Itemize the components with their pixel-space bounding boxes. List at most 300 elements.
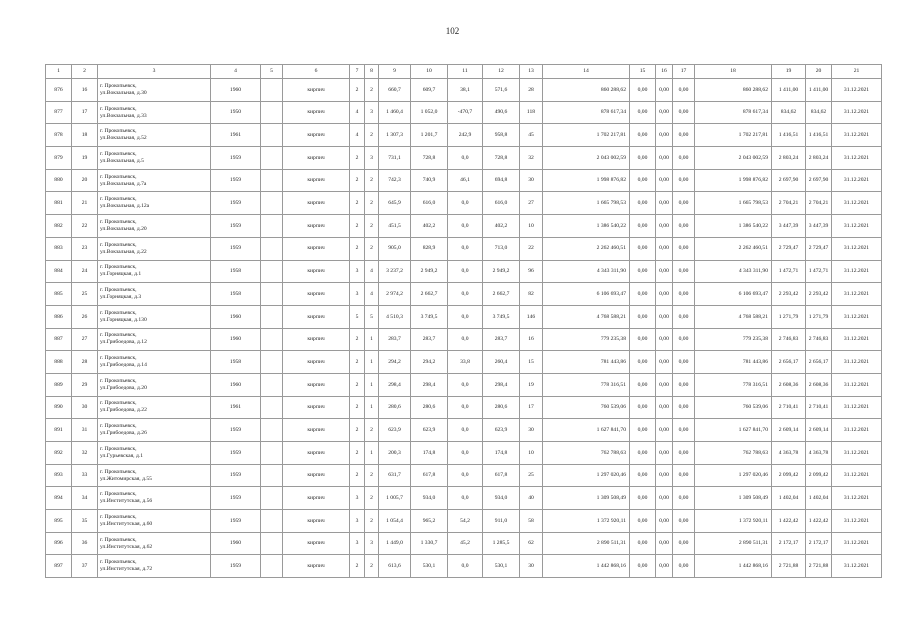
table-cell-c18: 1 372 920,11 — [695, 510, 772, 533]
table-cell-c9: 294,2 — [379, 351, 411, 374]
column-header: 4 — [211, 65, 261, 79]
table-cell-c14: 781 443,86 — [543, 351, 630, 374]
page-number: 102 — [445, 26, 460, 36]
table-cell-c11: 242,9 — [448, 124, 483, 147]
address-cell — [98, 351, 211, 374]
table-cell-c5 — [261, 555, 283, 578]
table-cell-c13: 58 — [520, 510, 543, 533]
table-cell-c11: 0,0 — [448, 283, 483, 306]
table-cell-c19: 2 729,47 — [772, 237, 806, 260]
table-cell-c5 — [261, 419, 283, 442]
address-city: г. Прокопьевск, — [100, 332, 137, 339]
table-cell-c15: 0,00 — [630, 464, 656, 487]
table-cell-c10: 2 949,2 — [411, 260, 448, 283]
table-cell-c4: 1959 — [211, 169, 261, 192]
table-cell-c20: 1 416,51 — [806, 124, 832, 147]
table-cell-c6: кирпич — [283, 237, 350, 260]
table-cell-c17: 0,00 — [673, 124, 695, 147]
table-cell-c2: 23 — [72, 237, 98, 260]
table-cell-c18: 1 386 540,22 — [695, 215, 772, 238]
table-cell-c13: 30 — [520, 555, 543, 578]
table-cell-c15: 0,00 — [630, 351, 656, 374]
table-cell-c1: 890 — [46, 396, 72, 419]
table-cell-c21: 31.12.2021 — [832, 79, 882, 102]
table-cell-c14: 878 617,34 — [543, 101, 630, 124]
table-cell-c14: 1 627 841,70 — [543, 419, 630, 442]
table-cell-c20: 2 721,88 — [806, 555, 832, 578]
address-street: ул.Грибоедова, д.12 — [100, 339, 147, 346]
column-header: 19 — [772, 65, 806, 79]
table-cell-c5 — [261, 328, 283, 351]
table-cell-c1: 893 — [46, 464, 72, 487]
table-cell-c21: 31.12.2021 — [832, 396, 882, 419]
table-row — [46, 442, 882, 465]
table-cell-c9: 742,3 — [379, 169, 411, 192]
address-cell — [98, 510, 211, 533]
table-cell-c7: 3 — [350, 487, 365, 510]
table-cell-c19: 4 363,78 — [772, 442, 806, 465]
table-cell-c16: 0,00 — [656, 555, 673, 578]
table-cell-c15: 0,00 — [630, 169, 656, 192]
table-cell-c15: 0,00 — [630, 79, 656, 102]
table-cell-c7: 2 — [350, 79, 365, 102]
table-cell-c7: 2 — [350, 237, 365, 260]
table-cell-c21: 31.12.2021 — [832, 237, 882, 260]
table-row — [46, 169, 882, 192]
table-cell-c4: 1958 — [211, 283, 261, 306]
table-cell-c5 — [261, 169, 283, 192]
table-cell-c7: 3 — [350, 532, 365, 555]
table-cell-c15: 0,00 — [630, 328, 656, 351]
table-cell-c13: 45 — [520, 124, 543, 147]
table-cell-c16: 0,00 — [656, 283, 673, 306]
table-cell-c20: 2 099,42 — [806, 464, 832, 487]
table-cell-c21: 31.12.2021 — [832, 442, 882, 465]
table-cell-c17: 0,00 — [673, 419, 695, 442]
table-cell-c10: 1 330,7 — [411, 532, 448, 555]
table-cell-c19: 834,62 — [772, 101, 806, 124]
table-cell-c14: 1 702 217,81 — [543, 124, 630, 147]
table-cell-c20: 2 697,90 — [806, 169, 832, 192]
table-row — [46, 396, 882, 419]
address-cell — [98, 237, 211, 260]
table-cell-c15: 0,00 — [630, 555, 656, 578]
table-cell-c21: 31.12.2021 — [832, 419, 882, 442]
table-cell-c9: 631,7 — [379, 464, 411, 487]
table-cell-c6: кирпич — [283, 192, 350, 215]
table-cell-c21: 31.12.2021 — [832, 147, 882, 170]
table-row — [46, 328, 882, 351]
table-cell-c1: 889 — [46, 373, 72, 396]
table-cell-c12: 2 662,7 — [483, 283, 520, 306]
table-cell-c8: 1 — [365, 373, 379, 396]
table-cell-c4: 1959 — [211, 215, 261, 238]
table-cell-c4: 1950 — [211, 101, 261, 124]
table-cell-c10: 298,4 — [411, 373, 448, 396]
table-row — [46, 555, 882, 578]
table-cell-c4: 1960 — [211, 532, 261, 555]
table-cell-c6: кирпич — [283, 215, 350, 238]
table-cell-c18: 878 617,34 — [695, 101, 772, 124]
table-cell-c7: 3 — [350, 260, 365, 283]
address-city: г. Прокопьевск, — [100, 105, 137, 112]
table-cell-c18: 2 043 002,59 — [695, 147, 772, 170]
table-cell-c14: 6 106 693,47 — [543, 283, 630, 306]
table-cell-c10: 174,8 — [411, 442, 448, 465]
table-cell-c2: 37 — [72, 555, 98, 578]
address-cell — [98, 124, 211, 147]
table-cell-c1: 887 — [46, 328, 72, 351]
table-cell-c15: 0,00 — [630, 215, 656, 238]
table-cell-c10: 530,1 — [411, 555, 448, 578]
table-cell-c4: 1959 — [211, 147, 261, 170]
table-cell-c14: 860 288,62 — [543, 79, 630, 102]
table-cell-c13: 30 — [520, 419, 543, 442]
table-cell-c21: 31.12.2021 — [832, 555, 882, 578]
table-cell-c16: 0,00 — [656, 373, 673, 396]
table-cell-c17: 0,00 — [673, 555, 695, 578]
table-cell-c1: 888 — [46, 351, 72, 374]
table-cell-c16: 0,00 — [656, 328, 673, 351]
address-cell — [98, 464, 211, 487]
table-cell-c2: 17 — [72, 101, 98, 124]
table-cell-c19: 3 447,39 — [772, 215, 806, 238]
table-cell-c7: 2 — [350, 442, 365, 465]
table-cell-c1: 884 — [46, 260, 72, 283]
table-row — [46, 487, 882, 510]
address-city: г. Прокопьевск, — [100, 445, 137, 452]
table-cell-c11: 0,0 — [448, 260, 483, 283]
table-cell-c15: 0,00 — [630, 419, 656, 442]
table-cell-c12: 616,0 — [483, 192, 520, 215]
table-cell-c9: 1 449,0 — [379, 532, 411, 555]
table-cell-c2: 30 — [72, 396, 98, 419]
table-cell-c4: 1959 — [211, 464, 261, 487]
table-cell-c5 — [261, 442, 283, 465]
table-cell-c5 — [261, 147, 283, 170]
table-cell-c9: 280,6 — [379, 396, 411, 419]
address-cell — [98, 260, 211, 283]
table-cell-c13: 27 — [520, 192, 543, 215]
table-cell-c11: 0,0 — [448, 464, 483, 487]
table-cell-c4: 1958 — [211, 260, 261, 283]
table-cell-c9: 1 460,4 — [379, 101, 411, 124]
table-cell-c20: 2 704,21 — [806, 192, 832, 215]
column-header: 18 — [695, 65, 772, 79]
table-cell-c20: 1 271,79 — [806, 305, 832, 328]
table-cell-c6: кирпич — [283, 124, 350, 147]
table-cell-c20: 2 172,17 — [806, 532, 832, 555]
table-cell-c17: 0,00 — [673, 169, 695, 192]
table-cell-c14: 778 316,51 — [543, 373, 630, 396]
table-cell-c1: 896 — [46, 532, 72, 555]
table-cell-c6: кирпич — [283, 396, 350, 419]
table-cell-c4: 1958 — [211, 351, 261, 374]
address-street: ул.Горняцкая, д.3 — [100, 294, 142, 301]
address-city: г. Прокопьевск, — [100, 309, 137, 316]
table-cell-c19: 2 710,41 — [772, 396, 806, 419]
table-cell-c18: 1 998 876,82 — [695, 169, 772, 192]
table-cell-c9: 451,5 — [379, 215, 411, 238]
table-cell-c7: 2 — [350, 169, 365, 192]
address-cell — [98, 305, 211, 328]
column-header: 7 — [350, 65, 365, 79]
address-cell — [98, 396, 211, 419]
table-cell-c19: 2 099,42 — [772, 464, 806, 487]
table-cell-c5 — [261, 237, 283, 260]
table-cell-c15: 0,00 — [630, 283, 656, 306]
table-cell-c5 — [261, 373, 283, 396]
column-header: 20 — [806, 65, 832, 79]
table-header-row — [46, 65, 882, 79]
table-cell-c4: 1959 — [211, 237, 261, 260]
housing-table — [45, 64, 882, 578]
table-cell-c15: 0,00 — [630, 487, 656, 510]
table-cell-c8: 1 — [365, 396, 379, 419]
table-cell-c1: 878 — [46, 124, 72, 147]
table-cell-c11: 0,0 — [448, 419, 483, 442]
table-cell-c21: 31.12.2021 — [832, 464, 882, 487]
table-cell-c5 — [261, 192, 283, 215]
table-cell-c7: 2 — [350, 555, 365, 578]
table-cell-c21: 31.12.2021 — [832, 305, 882, 328]
address-city: г. Прокопьевск, — [100, 218, 137, 225]
address-street: ул.Институтская, д.60 — [100, 520, 153, 527]
address-street: ул.Гурьевская, д.1 — [100, 452, 144, 459]
column-header: 1 — [46, 65, 72, 79]
address-street: ул.Вокзальная, д.20 — [100, 225, 147, 232]
table-row — [46, 192, 882, 215]
table-cell-c1: 885 — [46, 283, 72, 306]
table-cell-c8: 1 — [365, 442, 379, 465]
table-cell-c10: 728,8 — [411, 147, 448, 170]
table-cell-c13: 15 — [520, 351, 543, 374]
table-cell-c7: 2 — [350, 328, 365, 351]
table-cell-c5 — [261, 510, 283, 533]
table-row — [46, 260, 882, 283]
table-cell-c20: 2 293,42 — [806, 283, 832, 306]
address-city: г. Прокопьевск, — [100, 264, 137, 271]
address-cell — [98, 169, 211, 192]
table-cell-c12: 490,6 — [483, 101, 520, 124]
table-cell-c9: 200,3 — [379, 442, 411, 465]
table-cell-c12: 1 285,5 — [483, 532, 520, 555]
table-cell-c17: 0,00 — [673, 532, 695, 555]
table-cell-c11: 0,0 — [448, 373, 483, 396]
table-cell-c13: 32 — [520, 147, 543, 170]
address-street: ул.Институтская, д.56 — [100, 498, 153, 505]
column-header: 5 — [261, 65, 283, 79]
table-cell-c14: 1 998 876,82 — [543, 169, 630, 192]
table-cell-c9: 298,4 — [379, 373, 411, 396]
address-city: г. Прокопьевск, — [100, 513, 137, 520]
table-cell-c16: 0,00 — [656, 260, 673, 283]
table-cell-c12: 571,6 — [483, 79, 520, 102]
table-cell-c19: 1 402,04 — [772, 487, 806, 510]
table-cell-c17: 0,00 — [673, 237, 695, 260]
table-cell-c7: 4 — [350, 101, 365, 124]
table-cell-c15: 0,00 — [630, 305, 656, 328]
table-cell-c13: 10 — [520, 215, 543, 238]
address-city: г. Прокопьевск, — [100, 82, 137, 89]
table-cell-c18: 1 702 217,81 — [695, 124, 772, 147]
column-header: 13 — [520, 65, 543, 79]
table-cell-c6: кирпич — [283, 555, 350, 578]
address-cell — [98, 487, 211, 510]
table-cell-c4: 1959 — [211, 555, 261, 578]
table-cell-c2: 32 — [72, 442, 98, 465]
address-cell — [98, 147, 211, 170]
table-cell-c11: 0,0 — [448, 442, 483, 465]
table-cell-c10: 828,9 — [411, 237, 448, 260]
table-cell-c12: 283,7 — [483, 328, 520, 351]
table-cell-c5 — [261, 124, 283, 147]
table-cell-c11: 0,0 — [448, 237, 483, 260]
table-cell-c1: 897 — [46, 555, 72, 578]
table-cell-c12: 911,0 — [483, 510, 520, 533]
table-cell-c6: кирпич — [283, 79, 350, 102]
table-cell-c10: 616,0 — [411, 192, 448, 215]
address-street: ул.Грибоедова, д.22 — [100, 407, 147, 414]
table-cell-c10: 740,9 — [411, 169, 448, 192]
table-cell-c7: 4 — [350, 124, 365, 147]
table-body — [46, 79, 882, 578]
table-cell-c10: 965,2 — [411, 510, 448, 533]
table-cell-c18: 4 768 588,21 — [695, 305, 772, 328]
table-cell-c18: 1 665 798,53 — [695, 192, 772, 215]
table-cell-c8: 2 — [365, 124, 379, 147]
table-cell-c5 — [261, 396, 283, 419]
table-cell-c1: 881 — [46, 192, 72, 215]
table-cell-c11: 54,2 — [448, 510, 483, 533]
table-cell-c1: 895 — [46, 510, 72, 533]
table-cell-c17: 0,00 — [673, 283, 695, 306]
table-cell-c20: 834,62 — [806, 101, 832, 124]
table-cell-c6: кирпич — [283, 351, 350, 374]
table-cell-c14: 1 297 020,46 — [543, 464, 630, 487]
table-cell-c7: 2 — [350, 396, 365, 419]
table-cell-c20: 2 746,83 — [806, 328, 832, 351]
table-cell-c4: 1960 — [211, 328, 261, 351]
table-cell-c21: 31.12.2021 — [832, 328, 882, 351]
address-cell — [98, 442, 211, 465]
table-cell-c9: 283,7 — [379, 328, 411, 351]
table-row — [46, 237, 882, 260]
table-row — [46, 101, 882, 124]
table-cell-c10: 280,6 — [411, 396, 448, 419]
table-cell-c1: 894 — [46, 487, 72, 510]
table-cell-c18: 762 788,63 — [695, 442, 772, 465]
table-cell-c17: 0,00 — [673, 101, 695, 124]
table-cell-c6: кирпич — [283, 328, 350, 351]
table-cell-c21: 31.12.2021 — [832, 351, 882, 374]
table-cell-c19: 1 472,71 — [772, 260, 806, 283]
table-cell-c21: 31.12.2021 — [832, 169, 882, 192]
column-header: 14 — [543, 65, 630, 79]
table-cell-c19: 2 609,14 — [772, 419, 806, 442]
table-cell-c15: 0,00 — [630, 442, 656, 465]
table-cell-c14: 2 043 002,59 — [543, 147, 630, 170]
table-cell-c17: 0,00 — [673, 192, 695, 215]
table-cell-c8: 4 — [365, 260, 379, 283]
table-cell-c2: 35 — [72, 510, 98, 533]
address-street: ул.Грибоедова, д.14 — [100, 362, 147, 369]
table-cell-c20: 2 729,47 — [806, 237, 832, 260]
table-cell-c11: 0,0 — [448, 305, 483, 328]
table-cell-c4: 1960 — [211, 79, 261, 102]
table-cell-c6: кирпич — [283, 169, 350, 192]
table-cell-c6: кирпич — [283, 305, 350, 328]
table-cell-c1: 880 — [46, 169, 72, 192]
table-cell-c20: 2 656,17 — [806, 351, 832, 374]
table-cell-c5 — [261, 351, 283, 374]
table-cell-c19: 2 746,83 — [772, 328, 806, 351]
table-cell-c12: 3 749,5 — [483, 305, 520, 328]
table-cell-c4: 1959 — [211, 419, 261, 442]
table-cell-c5 — [261, 487, 283, 510]
column-header: 2 — [72, 65, 98, 79]
table-cell-c18: 6 106 693,47 — [695, 283, 772, 306]
table-cell-c16: 0,00 — [656, 442, 673, 465]
table-cell-c4: 1961 — [211, 396, 261, 419]
column-header: 12 — [483, 65, 520, 79]
table-row — [46, 351, 882, 374]
table-cell-c8: 2 — [365, 215, 379, 238]
table-cell-c6: кирпич — [283, 464, 350, 487]
table-cell-c20: 2 710,41 — [806, 396, 832, 419]
table-cell-c13: 40 — [520, 487, 543, 510]
table-cell-c4: 1959 — [211, 192, 261, 215]
table-cell-c12: 617,8 — [483, 464, 520, 487]
table-cell-c9: 645,9 — [379, 192, 411, 215]
table-cell-c6: кирпич — [283, 510, 350, 533]
table-cell-c6: кирпич — [283, 419, 350, 442]
table-cell-c16: 0,00 — [656, 532, 673, 555]
table-cell-c2: 22 — [72, 215, 98, 238]
table-cell-c16: 0,00 — [656, 147, 673, 170]
table-cell-c14: 1 665 798,53 — [543, 192, 630, 215]
address-street: ул.Институтская, д.62 — [100, 543, 153, 550]
address-city: г. Прокопьевск, — [100, 196, 137, 203]
table-row — [46, 215, 882, 238]
table-cell-c16: 0,00 — [656, 351, 673, 374]
housing-table-container — [45, 64, 881, 578]
table-cell-c13: 62 — [520, 532, 543, 555]
table-cell-c19: 1 411,00 — [772, 79, 806, 102]
table-cell-c4: 1959 — [211, 442, 261, 465]
table-cell-c11: 46,1 — [448, 169, 483, 192]
table-cell-c12: 530,1 — [483, 555, 520, 578]
table-cell-c19: 2 704,21 — [772, 192, 806, 215]
table-cell-c8: 5 — [365, 305, 379, 328]
table-cell-c16: 0,00 — [656, 396, 673, 419]
table-cell-c2: 33 — [72, 464, 98, 487]
table-cell-c15: 0,00 — [630, 260, 656, 283]
table-cell-c15: 0,00 — [630, 192, 656, 215]
table-cell-c15: 0,00 — [630, 101, 656, 124]
table-cell-c14: 1 372 920,11 — [543, 510, 630, 533]
table-cell-c15: 0,00 — [630, 124, 656, 147]
column-header: 6 — [283, 65, 350, 79]
table-cell-c10: 3 749,5 — [411, 305, 448, 328]
table-cell-c10: 283,7 — [411, 328, 448, 351]
table-cell-c7: 2 — [350, 192, 365, 215]
address-cell — [98, 328, 211, 351]
table-cell-c11: 33,8 — [448, 351, 483, 374]
table-cell-c12: 2 949,2 — [483, 260, 520, 283]
table-cell-c15: 0,00 — [630, 396, 656, 419]
table-cell-c13: 16 — [520, 328, 543, 351]
